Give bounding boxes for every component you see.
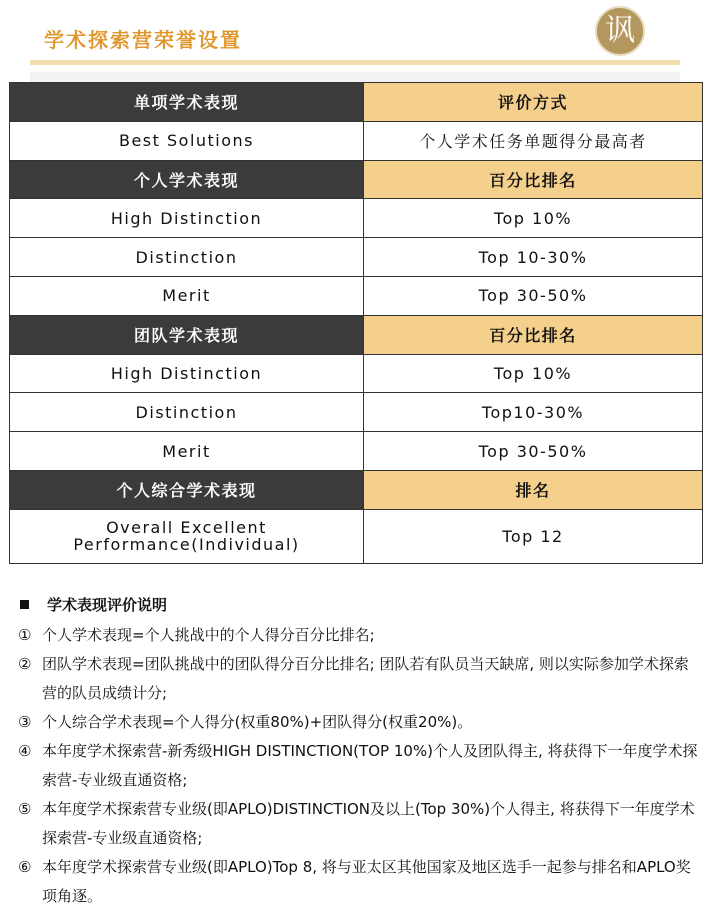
page-title: 学术探索营荣誉设置 xyxy=(44,28,242,52)
table-row xyxy=(10,393,703,432)
table-cell-criteria: Top 30-50% xyxy=(364,432,703,471)
table-cell-category: High Distinction xyxy=(10,354,364,393)
table-cell-category: 个人学术表现 xyxy=(10,160,364,199)
table-cell-criteria: 百分比排名 xyxy=(364,160,703,199)
square-bullet-icon xyxy=(20,600,29,609)
note-item xyxy=(18,621,698,650)
notes-heading xyxy=(18,594,698,615)
table-row xyxy=(10,238,703,277)
note-text: 个人学术表现=个人挑战中的个人得分百分比排名; xyxy=(42,626,375,644)
table-cell-criteria: Top 10% xyxy=(364,199,703,238)
table-row xyxy=(10,354,703,393)
table-cell-criteria: 个人学术任务单题得分最高者 xyxy=(364,121,703,160)
category-line-2: Performance(Individual) xyxy=(73,535,300,555)
title-underline xyxy=(30,60,680,65)
note-item xyxy=(18,737,698,795)
note-item xyxy=(18,853,698,911)
note-item xyxy=(18,708,698,737)
table-row xyxy=(10,199,703,238)
table-cell-criteria: 排名 xyxy=(364,470,703,509)
table-cell-category: 个人综合学术表现 xyxy=(10,470,364,509)
notes-list xyxy=(18,621,698,911)
table-cell-category: Merit xyxy=(10,432,364,471)
table-cell-category: 单项学术表现 xyxy=(10,83,364,122)
note-item xyxy=(18,795,698,853)
note-item xyxy=(18,650,698,708)
notes-heading-text: 学术表现评价说明 xyxy=(47,596,168,614)
table-cell-category xyxy=(10,509,364,563)
table-section-row xyxy=(10,160,703,199)
table-row xyxy=(10,276,703,315)
evaluation-notes xyxy=(18,594,698,911)
table-cell-criteria: Top 10% xyxy=(364,354,703,393)
note-number: ⑥ xyxy=(18,858,32,876)
note-number: ② xyxy=(18,655,32,673)
table-cell-criteria: Top10-30% xyxy=(364,393,703,432)
note-text: 团队学术表现=团队挑战中的团队得分百分比排名; 团队若有队员当天缺席, 则以实际参加学术探索营的队员成绩计分; xyxy=(42,655,689,702)
table-row xyxy=(10,432,703,471)
table-cell-criteria: Top 12 xyxy=(364,509,703,563)
honors-table xyxy=(9,82,703,564)
note-number: ③ xyxy=(18,713,32,731)
table-cell-category: Best Solutions xyxy=(10,121,364,160)
table-cell-category: Distinction xyxy=(10,393,364,432)
table-section-row xyxy=(10,315,703,354)
table-cell-category: High Distinction xyxy=(10,199,364,238)
table-cell-criteria: Top 30-50% xyxy=(364,276,703,315)
table-cell-criteria: Top 10-30% xyxy=(364,238,703,277)
table-section-row xyxy=(10,470,703,509)
table-section-row xyxy=(10,83,703,122)
note-text: 本年度学术探索营专业级(即APLO)Top 8, 将与亚太区其他国家及地区选手一起参与排名和APLO奖项角逐。 xyxy=(42,858,691,905)
note-number: ④ xyxy=(18,742,32,760)
note-number: ① xyxy=(18,626,32,644)
note-text: 本年度学术探索营专业级(即APLO)DISTINCTION及以上(Top 30%)个人得主, 将获得下一年度学术探索营-专业级直通资格; xyxy=(42,800,695,847)
table-cell-category: Distinction xyxy=(10,238,364,277)
note-text: 本年度学术探索营-新秀级HIGH DISTINCTION(TOP 10%)个人及团队得主, 将获得下一年度学术探索营-专业级直通资格; xyxy=(42,742,698,789)
category-line-1: Overall Excellent xyxy=(106,518,267,538)
note-text: 个人综合学术表现=个人得分(权重80%)+团队得分(权重20%)。 xyxy=(42,713,473,731)
table-cell-category: Merit xyxy=(10,276,364,315)
brand-logo-glyph: 讽 xyxy=(605,13,635,48)
table-cell-category: 团队学术表现 xyxy=(10,315,364,354)
page-header xyxy=(0,0,714,70)
note-number: ⑤ xyxy=(18,800,32,818)
table-cell-criteria: 评价方式 xyxy=(364,83,703,122)
header-shadow-bar xyxy=(30,72,680,82)
brand-logo xyxy=(595,6,645,56)
table-row xyxy=(10,509,703,563)
table-row xyxy=(10,121,703,160)
table-cell-criteria: 百分比排名 xyxy=(364,315,703,354)
